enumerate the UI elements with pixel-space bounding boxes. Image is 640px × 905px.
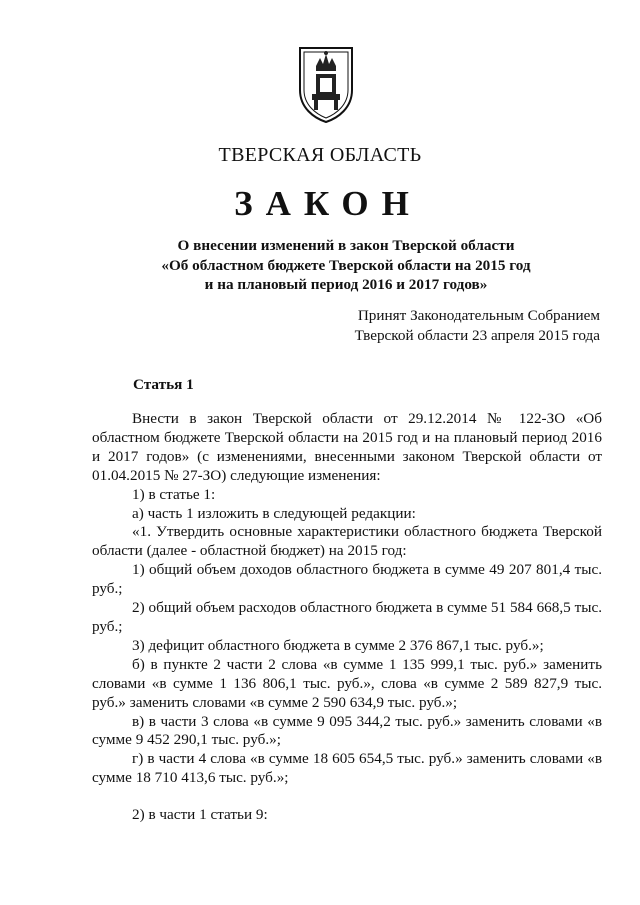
paragraph: а) часть 1 изложить в следующей редакции: xyxy=(132,504,416,522)
adoption-line: Тверской области 23 апреля 2015 года xyxy=(354,327,600,344)
subject-line: О внесении изменений в закон Тверской области xyxy=(177,237,515,254)
paragraph: «1. Утвердить основные характеристики областного бюджета Тверской области (далее - областной бюджет) на 2015 год: xyxy=(92,523,602,560)
paragraph: 3) дефицит областного бюджета в сумме 2 376 867,1 тыс. руб.»; xyxy=(132,636,544,654)
adoption-note xyxy=(355,306,600,346)
paragraph: 1) в статье 1: xyxy=(132,485,216,503)
coat-of-arms-icon xyxy=(296,44,356,124)
paragraph: Внести в закон Тверской области от 29.12.2014 № 122-ЗО «Об областном бюджете Тверской области на 2015 год и на плановый период 2016 и 2017 годов» (с изменениями, внесенными законом Тверской области от 01.04.2015 № 27-ЗО) следующие изменения: xyxy=(92,410,602,484)
paragraph: б) в пункте 2 части 2 слова «в сумме 1 135 999,1 тыс. руб.» заменить словами «в сумме 1 136 806,1 тыс. руб.», слова «в сумме 2 589 827,9 тыс. руб.» заменить словами «в сумме 2 590 634,9 тыс. руб.»; xyxy=(92,655,602,711)
paragraph: 1) общий объем доходов областного бюджета в сумме 49 207 801,4 тыс. руб.; xyxy=(92,561,602,598)
region-name: ТВЕРСКАЯ ОБЛАСТЬ xyxy=(218,144,422,166)
paragraph: 2) общий объем расходов областного бюджета в сумме 51 584 668,5 тыс. руб.; xyxy=(92,599,602,635)
paragraph: 2) в части 1 статьи 9: xyxy=(132,806,268,824)
article-body xyxy=(92,410,602,825)
subject-line: и на плановый период 2016 и 2017 годов» xyxy=(204,276,488,293)
adoption-line: Принят Законодательным Собранием xyxy=(357,307,600,324)
paragraph: г) в части 4 слова «в сумме 18 605 654,5 тыс. руб.» заменить словами «в сумме 18 710 413,6 тыс. руб.»; xyxy=(92,750,602,787)
paragraph: в) в части 3 слова «в сумме 9 095 344,2 тыс. руб.» заменить словами «в сумме 9 452 290,1 тыс. руб.»; xyxy=(92,712,602,749)
document-type-title: ЗАКОН xyxy=(234,184,422,223)
article-title: Статья 1 xyxy=(133,376,194,393)
law-subject xyxy=(0,236,640,295)
subject-line: «Об областном бюджете Тверской области на 2015 год xyxy=(161,256,531,274)
